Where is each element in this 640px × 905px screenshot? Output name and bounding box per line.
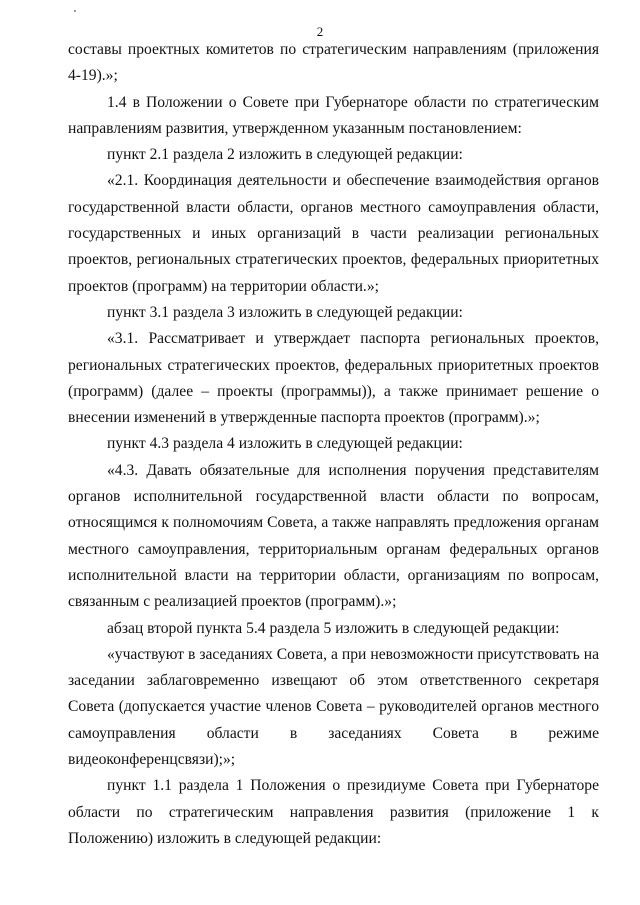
paragraph-8: «4.3. Давать обязательные для исполнения поручения представителям органов исполнительной государственной власти области по вопросам, относящимся к полномочиям Совета, а также направлять предложения органам местного самоуправления, территориальным органам федеральных органов исполнительной власти на территории области, организациям по вопросам, связанным с реализацией проектов (программ).»; (68, 461, 599, 611)
paragraph-9: абзац второй пункта 5.4 раздела 5 изложить в следующей редакции: (107, 619, 560, 637)
paragraph-4: «2.1. Координация деятельности и обеспечение взаимодействия органов государственной власти области, органов местного самоуправления области, государственных и иных организаций в части реализации региональных проектов, региональных стратегических проектов, федеральных приоритетных проектов (программ) на территории области.»; (68, 172, 599, 295)
paragraph-3: пункт 2.1 раздела 2 изложить в следующей редакции: (107, 146, 463, 164)
paragraph-1: составы проектных комитетов по стратегическим направлениям (приложения 4-19).»; (68, 41, 599, 85)
paragraph-11: пункт 1.1 раздела 1 Положения о президиуме Совета при Губернаторе области по стратегическим направления развития (приложение 1 к Положению) изложить в следующей редакции: (68, 777, 599, 847)
paragraph-6: «3.1. Рассматривает и утверждает паспорта региональных проектов, региональных стратегических проектов, федеральных приоритетных проектов (программ) (далее – проекты (программы)), а также принимает решение о внесении изменений в утвержденные паспорта проектов (программ).»; (68, 330, 599, 427)
scan-mark (74, 10, 76, 12)
paragraph-5: пункт 3.1 раздела 3 изложить в следующей редакции: (107, 303, 463, 321)
paragraph-10: «участвуют в заседаниях Совета, а при невозможности присутствовать на заседании заблаговременно извещают об этом ответственного секретаря Совета (допускается участие членов Совета – руководителей органов местного самоуправления области в заседаниях Совета в режиме видеоконференцсвязи);»; (68, 645, 599, 769)
paragraph-7: пункт 4.3 раздела 4 изложить в следующей редакции: (107, 435, 463, 453)
page-number: 2 (316, 24, 324, 39)
document-body (68, 37, 599, 852)
paragraph-2: 1.4 в Положении о Совете при Губернаторе области по стратегическим направлениям развития, утвержденном указанным постановлением: (68, 93, 599, 137)
